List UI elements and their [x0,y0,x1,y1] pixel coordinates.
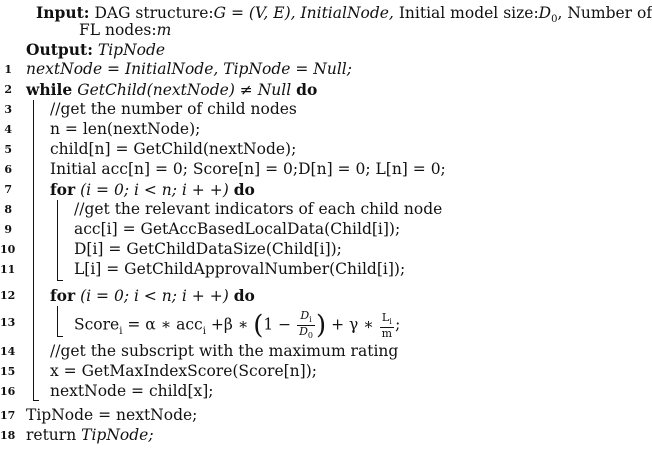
line-code: L[i] = GetChildApprovalNumber(Child[i]); [74,260,406,278]
frac-den-m: m [381,327,393,341]
formula-score: Score [74,315,120,334]
line-number: 8 [4,203,12,216]
while-condition: GetChild(nextNode) ≠ Null [77,81,292,99]
line-code: TipNode = nextNode; [26,406,198,424]
output-value: TipNode [97,41,166,59]
input-math-g: G = (V, E), [213,4,296,22]
formula-gamma: + γ ∗ [326,315,379,334]
line-number: 9 [4,223,12,236]
line-number: 18 [0,429,16,442]
input-initial-node: InitialNode, [300,4,394,22]
line-number: 13 [0,316,16,329]
for-scope-foot-1 [57,280,63,281]
line-number: 12 [0,289,16,302]
formula-paren-open: ( [253,310,264,341]
line-number: 15 [0,365,16,378]
line-code: Initial acc[n] = 0; Score[n] = 0;D[n] = 0; L[n] = 0; [50,160,446,178]
keyword-do: do [296,80,318,99]
formula-paren-close: ) [315,310,327,341]
input-d0-sub: 0 [551,14,558,26]
line-number: 16 [0,385,16,398]
line-number: 7 [4,183,12,196]
line-number: 4 [4,123,12,136]
formula-sub-i: i [202,325,206,337]
input-line-2 [79,21,611,39]
input-text-number: , Number of [557,4,652,22]
input-d0: D [538,4,552,22]
line-code: nextNode = child[x]; [50,382,214,400]
while-scope-foot [33,400,39,401]
frac-num-sub: i [309,315,312,325]
formula-sub-i: i [119,325,123,337]
line-number: 6 [4,163,12,176]
input-text-dag: DAG structure: [94,4,214,22]
for-condition: (i = 0; i < n; i + +) [80,287,229,305]
frac-den-d: D [299,325,308,339]
formula-frac-d [297,310,315,341]
score-formula [74,310,400,341]
line-number: 3 [4,103,12,116]
return-keyword: return [26,426,77,444]
line-code: acc[i] = GetAccBasedLocalData(Child[i]); [74,220,401,238]
for-scope-bar-1 [57,200,58,280]
line-code: n = len(nextNode); [50,120,201,138]
return-value: TipNode; [81,426,154,444]
output-line [26,40,611,59]
frac-num-l-sub: i [389,317,392,327]
line-code: child[n] = GetChild(nextNode); [50,140,297,158]
line-number: 2 [4,83,12,96]
line-number: 1 [4,63,12,76]
keyword-while: while [26,80,73,99]
frac-num-d: D [300,309,310,322]
line-code: x = GetMaxIndexScore(Score[n]); [50,362,317,380]
keyword-do: do [233,180,255,199]
input-text-fl: FL nodes: [79,21,157,39]
line-comment: //get the number of child nodes [50,100,297,118]
while-scope-bar [33,100,34,400]
output-label: Output: [26,40,93,59]
input-label: Input: [36,3,90,22]
line-comment: //get the relevant indicators of each child node [74,200,443,218]
formula-frac-l [380,312,394,339]
formula-beta: +β ∗ [205,315,254,334]
keyword-do: do [233,286,255,305]
frac-num-l: L [381,311,390,325]
keyword-for: for [50,286,76,305]
input-text-size: Initial model size: [398,4,539,22]
for-scope-foot-2 [57,336,63,337]
line-code: nextNode = InitialNode, TipNode = Null; [26,60,352,78]
line-comment: //get the subscript with the maximum rating [50,342,399,360]
line-number: 14 [0,345,16,358]
for-condition: (i = 0; i < n; i + +) [80,181,229,199]
line-number: 11 [0,263,16,276]
line-number: 17 [0,409,16,422]
line-code: D[i] = GetChildDataSize(Child[i]); [74,240,342,258]
line-number: 5 [4,143,12,156]
input-m: m [156,21,172,39]
line-number: 10 [0,243,16,256]
frac-den-sub: 0 [307,331,313,341]
keyword-for: for [50,180,76,199]
formula-one-minus: 1 − [263,315,297,334]
formula-alpha: = α ∗ acc [122,315,203,334]
algo-line-13 [0,309,611,341]
formula-semicolon: ; [395,315,401,334]
